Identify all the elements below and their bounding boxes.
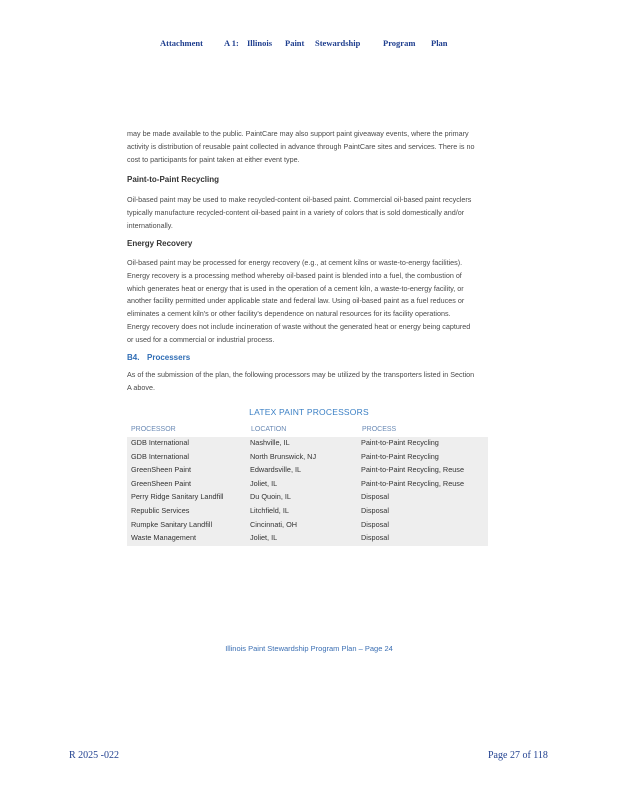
text-line: eliminates a cement kiln's or other facility's dependence on natural resources for its facility operations.: [127, 309, 451, 319]
table-row: [127, 491, 488, 505]
inner-page-footer: Illinois Paint Stewardship Program Plan – Page 24: [225, 644, 393, 653]
table-cell: Perry Ridge Sanitary Landfill: [131, 492, 224, 502]
table-cell: Joliet, IL: [250, 478, 278, 488]
attachment-header: [0, 38, 618, 52]
table-cell: Paint-to-Paint Recycling, Reuse: [361, 478, 465, 488]
paint-recycling-paragraph: [127, 194, 489, 232]
text-line: internationally.: [127, 220, 173, 230]
text-line: may be made available to the public. PaintCare may also support paint giveaway events, where the primary: [127, 129, 469, 138]
text-line: another facility permitted under applicable state and federal law. Using oil-based paint as a fuel reduces or: [127, 296, 465, 306]
table-cell: GDB International: [131, 451, 190, 461]
header-word: Paint: [285, 38, 305, 48]
text-line: Oil-based paint may be processed for energy recovery (e.g., at cement kilns or waste-to-energy facilities).: [127, 258, 463, 267]
text-line: cost to participants for paint taken at either event type.: [127, 154, 300, 164]
section-title: Processers: [147, 353, 191, 362]
table-cell: Paint-to-Paint Recycling: [361, 451, 439, 461]
table-cell: Waste Management: [131, 533, 197, 543]
table-cell: Paint-to-Paint Recycling, Reuse: [361, 465, 465, 475]
table-row: [127, 464, 488, 478]
table-cell: Du Quoin, IL: [250, 492, 291, 502]
intro-paragraph: [127, 128, 489, 166]
document-id: R 2025 -022: [69, 750, 119, 761]
table-cell: Disposal: [361, 519, 389, 529]
text-line: A above.: [127, 382, 155, 392]
table-cell: Cincinnati, OH: [250, 519, 298, 529]
table-cell: Joliet, IL: [250, 533, 278, 543]
header-word: Illinois: [247, 38, 273, 48]
text-line: Energy recovery does not include incineration of waste without the generated heat or energy being captured: [127, 321, 471, 331]
table-cell: GDB International: [131, 438, 190, 447]
header-word: Program: [383, 38, 416, 48]
table-cell: Republic Services: [131, 505, 190, 515]
table-cell: Paint-to-Paint Recycling: [361, 438, 439, 447]
text-line: Energy recovery is a processing method whereby oil-based paint is blended into a fuel, the combustion of: [127, 270, 462, 280]
text-line: typically manufacture recycled-content oil-based paint in a variety of colors that is sold domestically and/or: [127, 207, 465, 217]
header-word: Attachment: [160, 38, 203, 48]
paint-recycling-heading: Paint-to-Paint Recycling: [127, 175, 220, 184]
table-row: [127, 505, 488, 519]
column-header: PROCESSOR: [131, 426, 176, 433]
table-cell: GreenSheen Paint: [131, 465, 192, 475]
header-word: A 1:: [224, 38, 239, 48]
table-row: [127, 532, 488, 546]
column-header: PROCESS: [362, 426, 397, 433]
section-number: B4.: [127, 353, 140, 362]
table-cell: Litchfield, IL: [250, 505, 289, 515]
table-cell: Disposal: [361, 492, 389, 502]
table-cell: Edwardsville, IL: [250, 465, 302, 475]
processors-paragraph: [127, 369, 489, 395]
table-cell: Disposal: [361, 533, 389, 543]
energy-recovery-paragraph: [127, 257, 489, 347]
table-cell: GreenSheen Paint: [131, 478, 192, 488]
table-cell: Rumpke Sanitary Landfill: [131, 519, 213, 529]
table-cell: North Brunswick, NJ: [250, 451, 317, 461]
text-line: As of the submission of the plan, the following processors may be utilized by the transporters listed in Section: [127, 370, 475, 379]
table-row: [127, 478, 488, 492]
header-word: Plan: [431, 38, 448, 48]
table-cell: Nashville, IL: [250, 438, 290, 447]
table-row: [127, 519, 488, 533]
text-line: Oil-based paint may be used to make recycled-content oil-based paint. Commercial oil-based paint recyclers: [127, 195, 472, 204]
header-word: Stewardship: [315, 38, 361, 48]
table-title: LATEX PAINT PROCESSORS: [249, 407, 369, 417]
text-line: which generates heat or energy that is used in the operation of a cement kiln, a waste-to-energy facility, or: [127, 283, 464, 293]
text-line: activity is distribution of reusable paint collected in advance through PaintCare sites and services. There is no: [127, 141, 475, 151]
page-number: Page 27 of 118: [488, 750, 548, 761]
processors-table-body: [127, 437, 488, 546]
table-row: [127, 451, 488, 465]
section-heading-b4: [127, 353, 190, 362]
table-row: [127, 437, 488, 451]
table-cell: Disposal: [361, 505, 389, 515]
energy-recovery-heading: Energy Recovery: [127, 239, 193, 248]
text-line: or used for a commercial or industrial process.: [127, 334, 275, 344]
column-header: LOCATION: [251, 426, 287, 433]
